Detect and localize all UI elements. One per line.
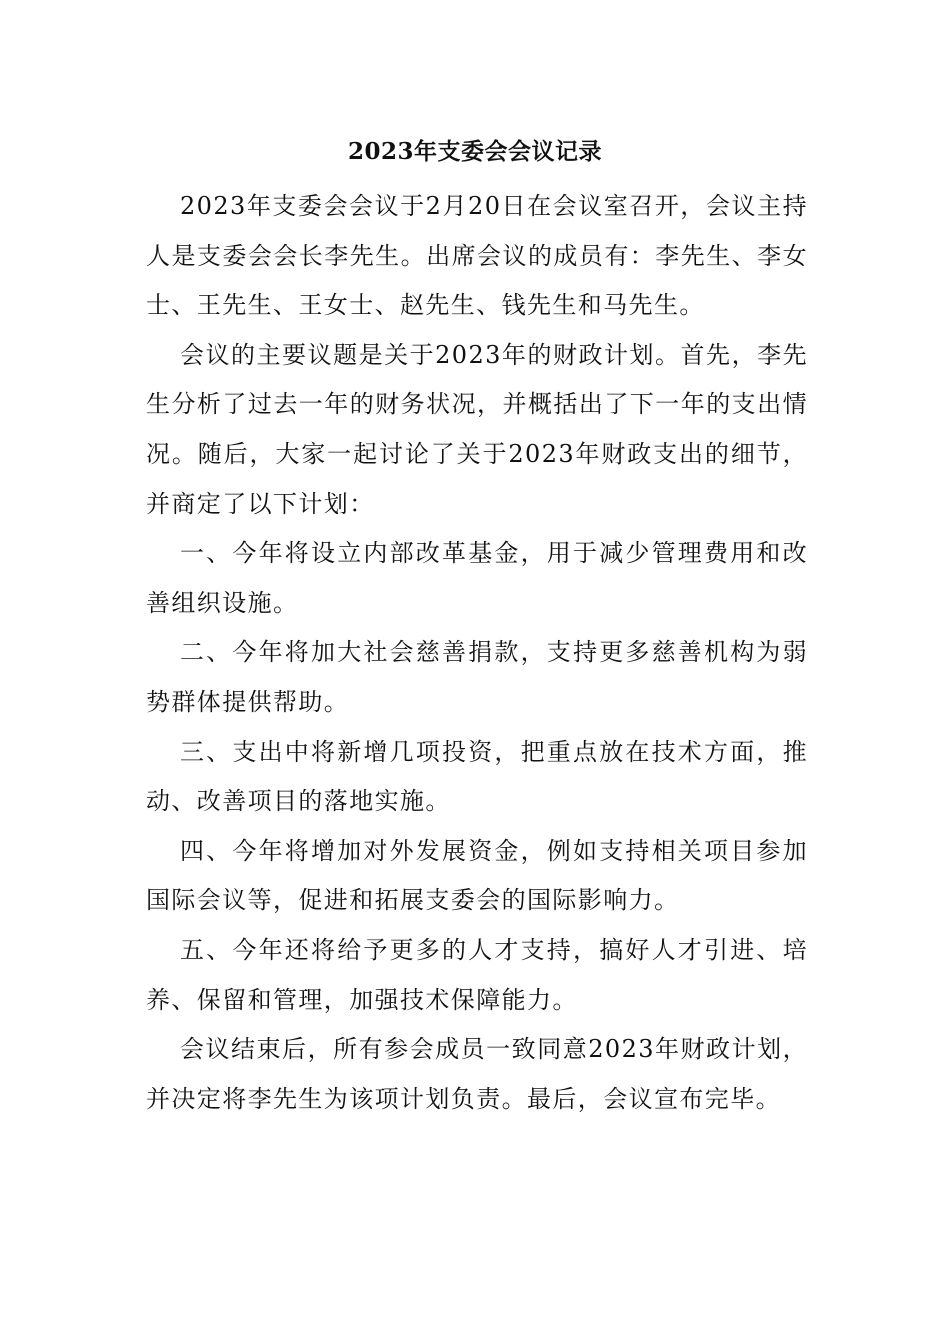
plan-item-5: 五、今年还将给予更多的人才支持，搞好人才引进、培养、保留和管理，加强技术保障能力。 xyxy=(146,935,808,1014)
plan-item-1: 一、今年将设立内部改革基金，用于减少管理费用和改善组织设施。 xyxy=(146,539,808,617)
paragraph-conclusion: 会议结束后，所有参会成员一致同意2023年财政计划，并决定将李先生为该项计划负责。最后，会议宣布完毕。 xyxy=(146,1035,808,1113)
paragraph-agenda: 会议的主要议题是关于2023年的财政计划。首先，李先生分析了过去一年的财务状况，并概括出了下一年的支出情况。随后，大家一起讨论了关于2023年财政支出的细节，并商定了以下计划： xyxy=(146,340,808,518)
plan-item-2: 二、今年将加大社会慈善捐款，支持更多慈善机构为弱势群体提供帮助。 xyxy=(146,638,808,716)
document-title: 2023年支委会会议记录 xyxy=(347,138,602,165)
document-body xyxy=(146,182,808,1124)
plan-item-3: 三、支出中将新增几项投资，把重点放在技术方面，推动、改善项目的落地实施。 xyxy=(146,737,808,816)
paragraph-attendance: 2023年支委会会议于2月20日在会议室召开，会议主持人是支委会会长李先生。出席会议的成员有：李先生、李女士、王先生、王女士、赵先生、钱先生和马先生。 xyxy=(146,192,808,320)
plan-item-4: 四、今年将增加对外发展资金，例如支持相关项目参加国际会议等，促进和拓展支委会的国际影响力。 xyxy=(146,836,808,915)
